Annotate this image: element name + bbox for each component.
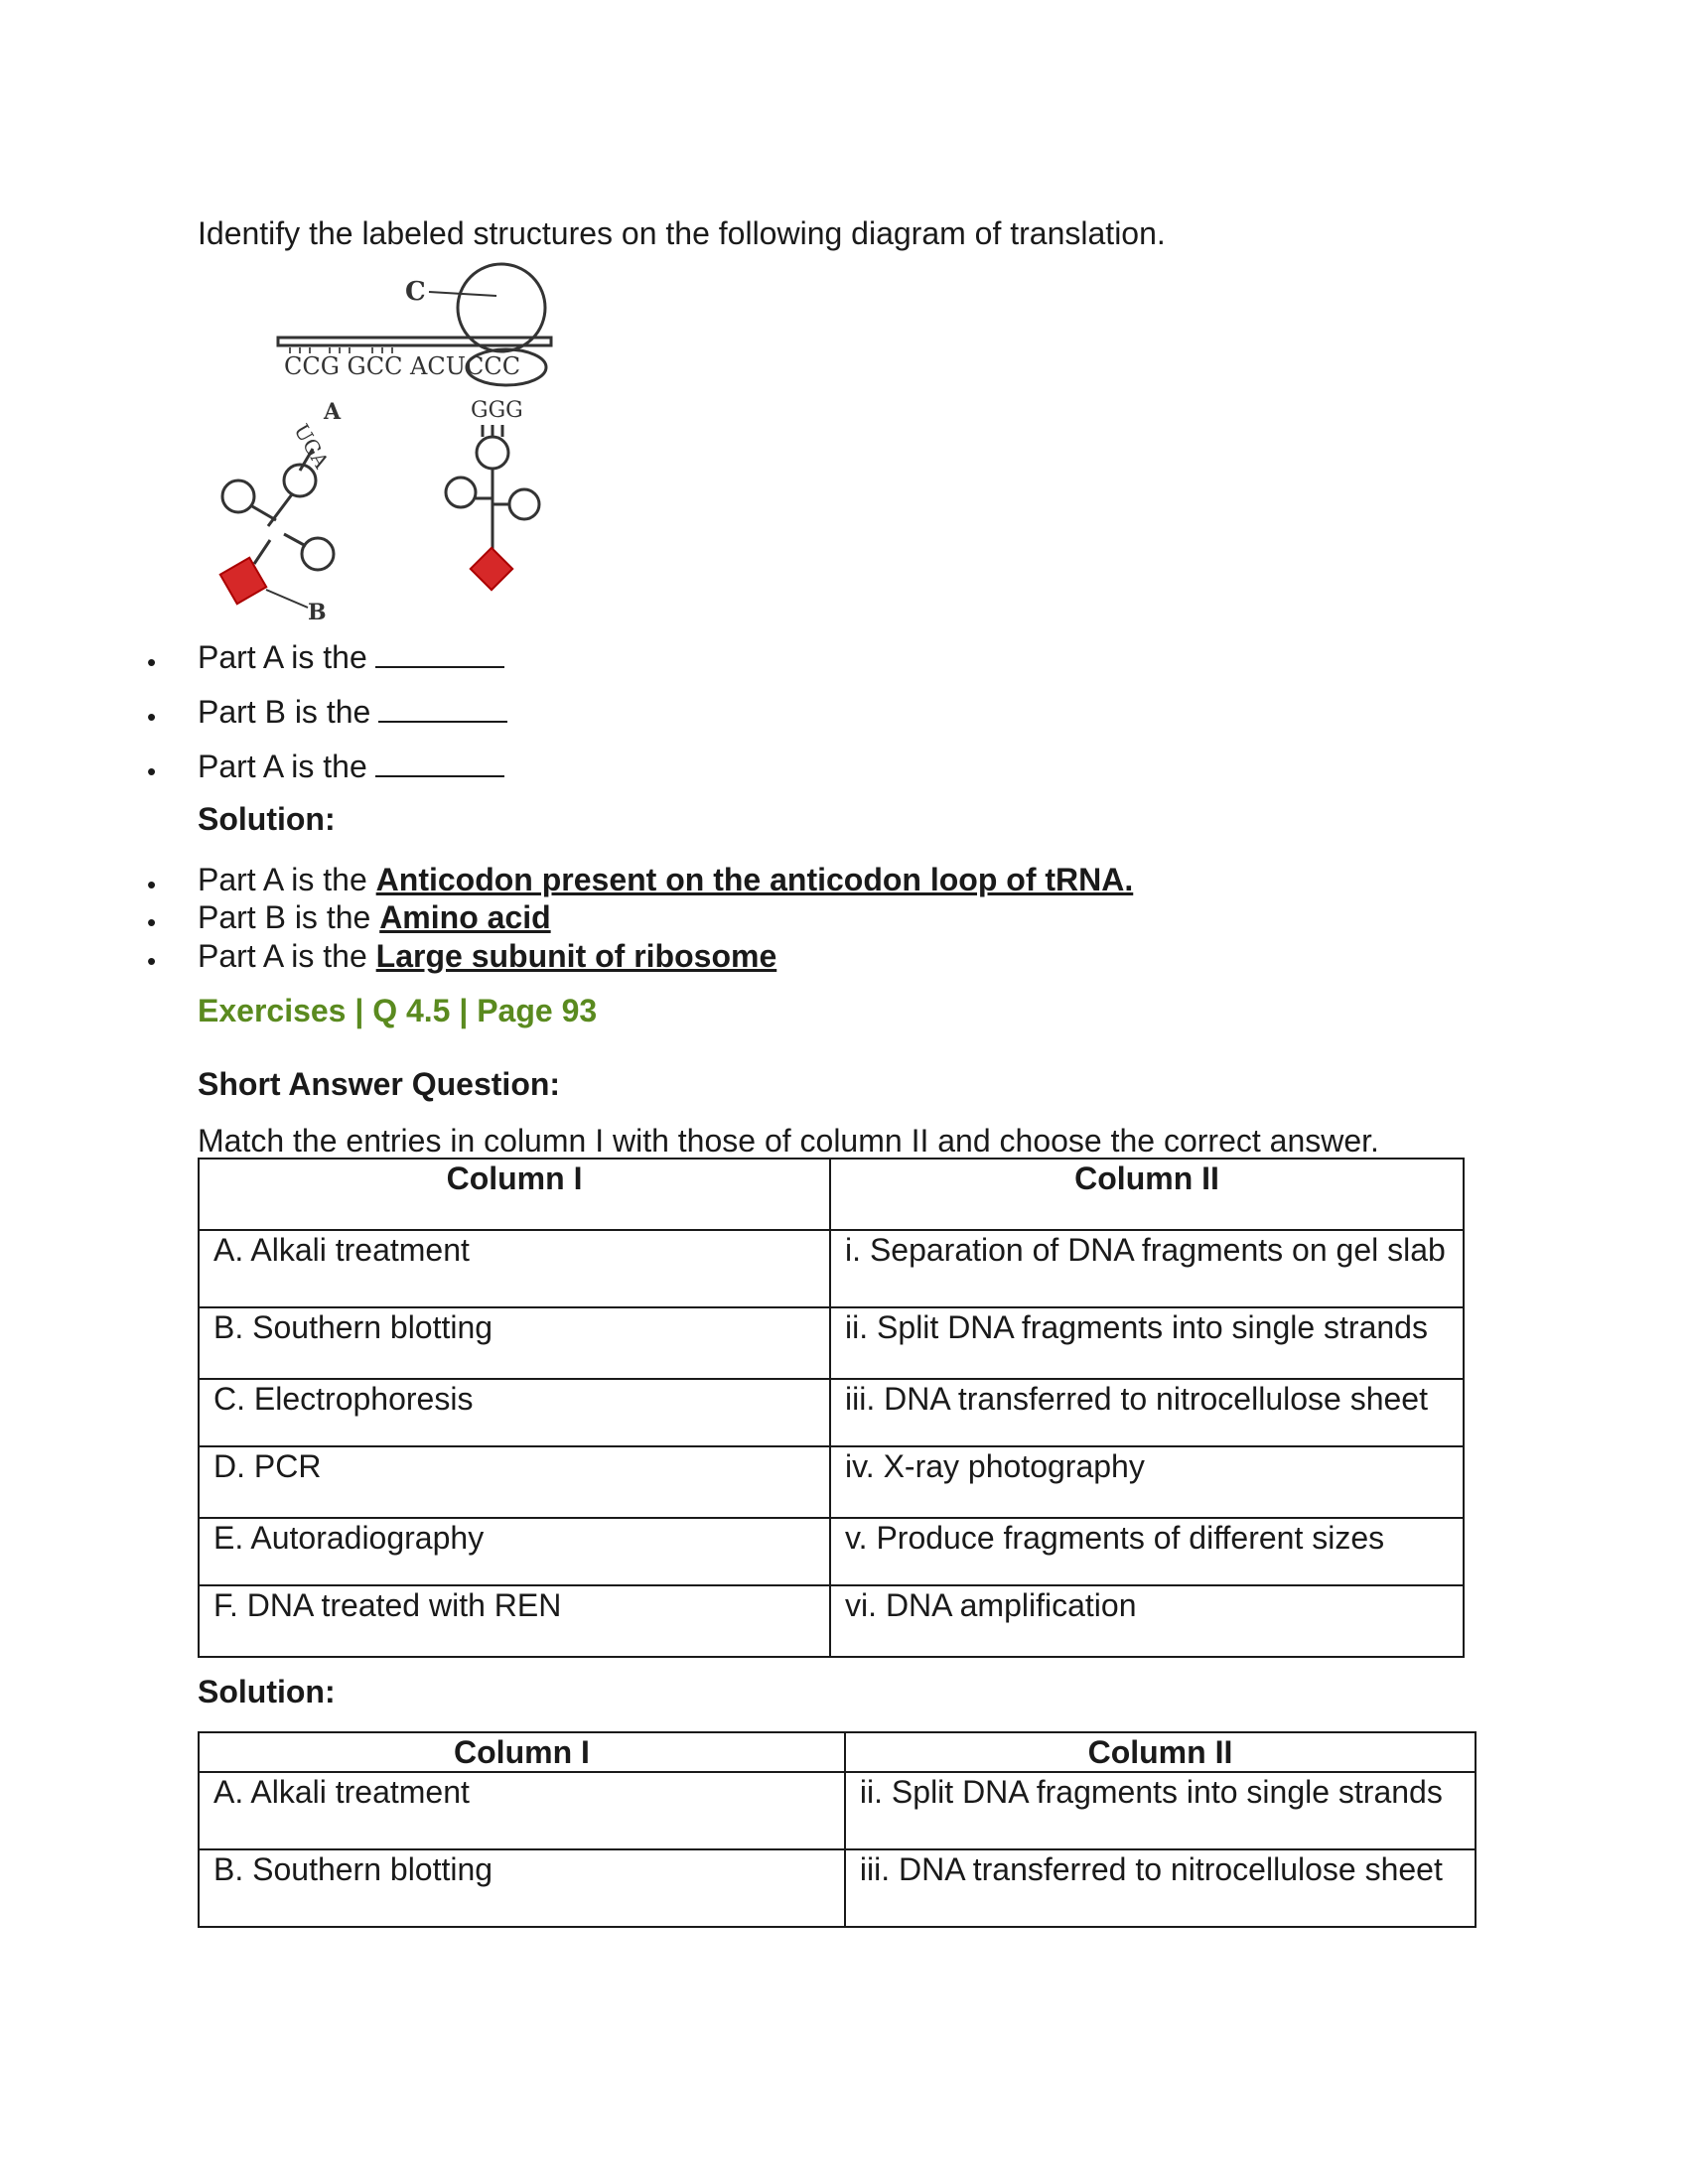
bullet-icon: •: [147, 702, 157, 732]
column-header: Column I: [199, 1159, 830, 1230]
table-row: B. Southern blotting iii. DNA transferred to nitrocellulose sheet: [199, 1849, 1476, 1927]
question-text: Identify the labeled structures on the following diagram of translation.: [198, 215, 1166, 251]
table-row: B. Southern blotting ii. Split DNA fragments into single strands: [199, 1307, 1464, 1379]
table-row: A. Alkali treatment i. Separation of DNA fragments on gel slab: [199, 1230, 1464, 1307]
label-b: B: [308, 600, 327, 625]
anticodon-right: GGG: [471, 398, 523, 423]
blank-item: Part B is the: [198, 693, 507, 731]
column-header: Column II: [830, 1159, 1464, 1230]
bullet-icon: •: [147, 756, 157, 786]
blank-item: Part A is the: [198, 748, 504, 785]
match-table: [198, 1158, 1465, 1658]
solution-table: [198, 1731, 1477, 1928]
answer-blank[interactable]: [375, 638, 504, 668]
answer-item: Part B is the Amino acid: [198, 899, 551, 935]
answer-blank[interactable]: [378, 693, 507, 723]
mrna-sequence: CCG GCC ACUCCC: [284, 352, 521, 380]
column-header: Column I: [199, 1732, 845, 1772]
bullet-icon: •: [147, 870, 157, 899]
exercise-ref[interactable]: Exercises | Q 4.5 | Page 93: [198, 993, 598, 1028]
answer-blank[interactable]: [375, 748, 504, 777]
table-row: D. PCR iv. X-ray photography: [199, 1446, 1464, 1518]
anticodon-left: UGA: [289, 419, 334, 473]
answer-item: Part A is the Anticodon present on the anticodon loop of tRNA.: [198, 862, 1134, 897]
match-instruction: Match the entries in column I with those of column II and choose the correct answer.: [198, 1123, 1379, 1159]
table-row: E. Autoradiography v. Produce fragments of different sizes: [199, 1518, 1464, 1585]
mrna-strand: [278, 338, 551, 345]
translation-diagram: [209, 260, 586, 627]
amino-acid-left: [220, 558, 266, 604]
amino-acid-right: [471, 548, 512, 590]
table-row: C. Electrophoresis iii. DNA transferred to nitrocellulose sheet: [199, 1379, 1464, 1446]
table-row: F. DNA treated with REN vi. DNA amplification: [199, 1585, 1464, 1657]
label-a: A: [324, 399, 342, 425]
bullet-icon: •: [147, 907, 157, 937]
answer-item: Part A is the Large subunit of ribosome: [198, 938, 777, 974]
short-answer-heading: Short Answer Question:: [198, 1066, 561, 1102]
bullet-icon: •: [147, 647, 157, 677]
column-header: Column II: [845, 1732, 1476, 1772]
table-row: A. Alkali treatment ii. Split DNA fragments into single strands: [199, 1772, 1476, 1849]
bullet-icon: •: [147, 946, 157, 976]
label-c: C: [405, 277, 426, 307]
solution-heading-2: Solution:: [198, 1674, 336, 1709]
solution-heading: Solution:: [198, 801, 336, 837]
trna-right: [446, 425, 539, 558]
blank-item: Part A is the: [198, 638, 504, 676]
